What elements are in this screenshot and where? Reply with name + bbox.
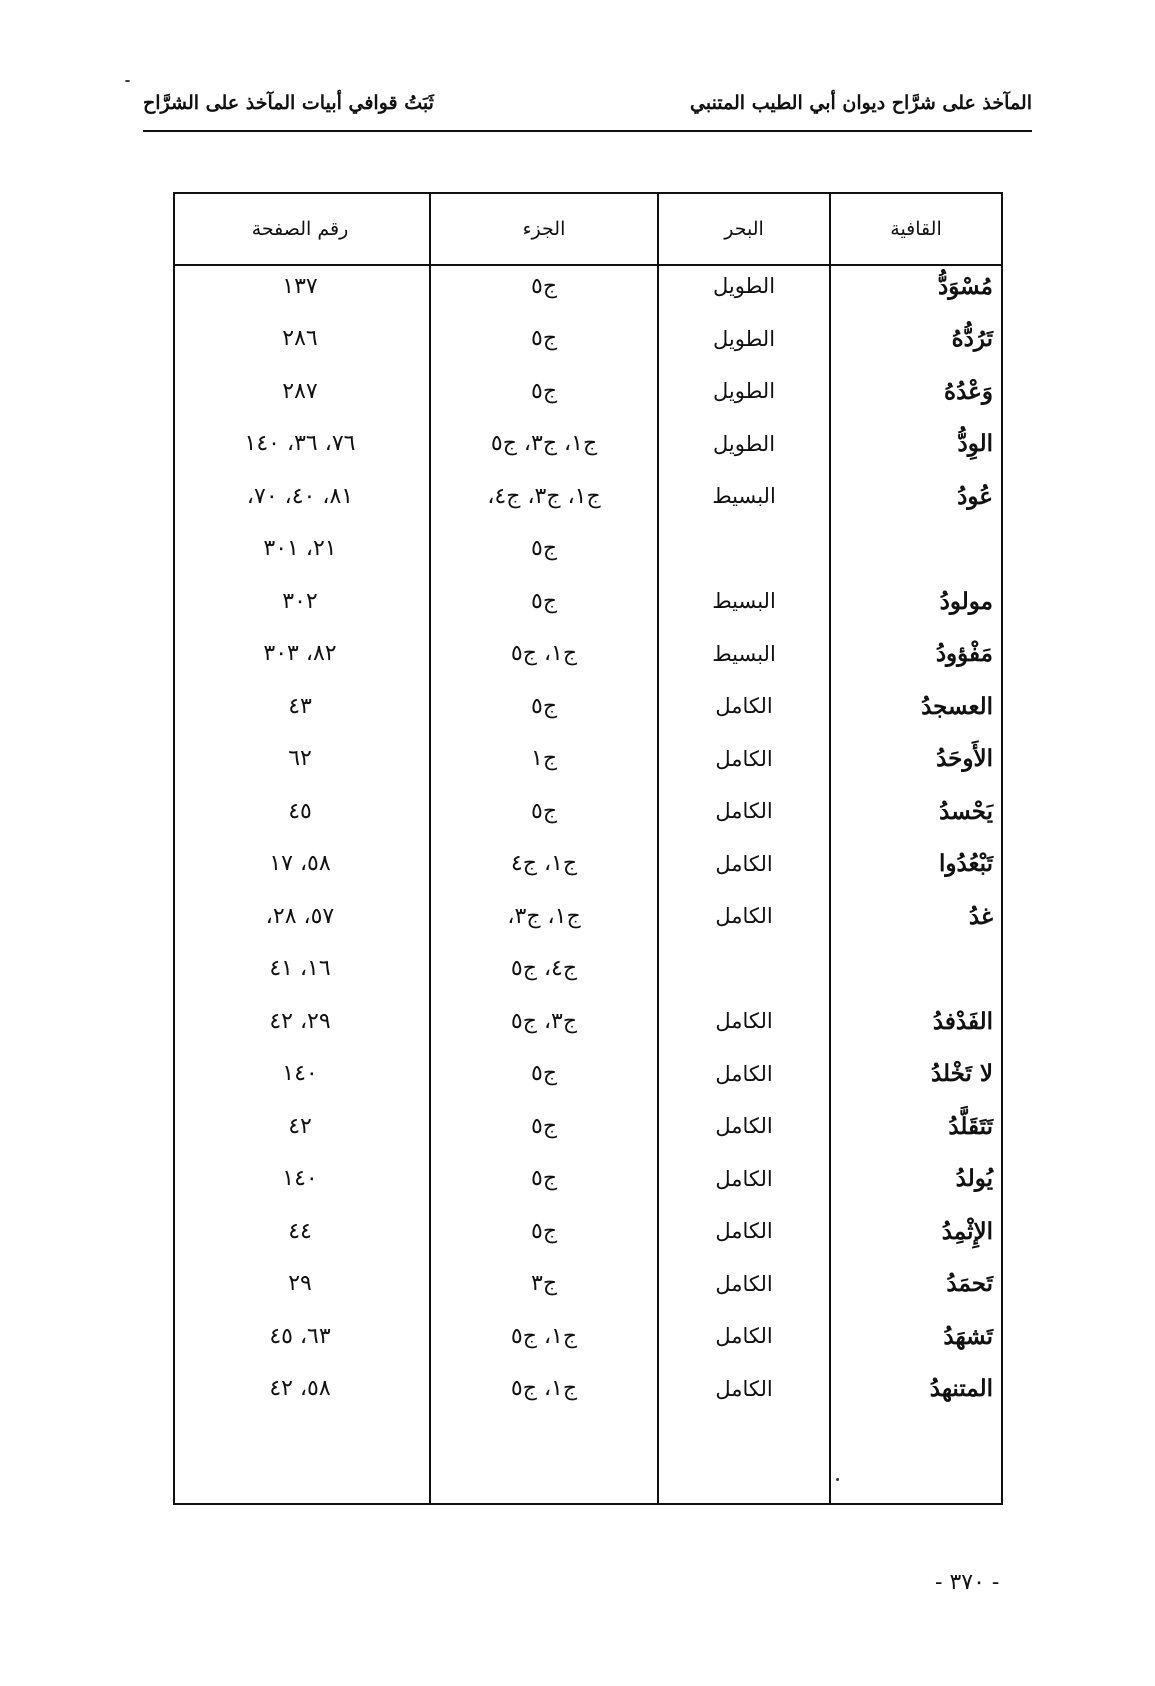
rhyme-cell: تَحمَدُ (946, 1270, 993, 1298)
meter-cell (659, 943, 829, 996)
page-cell: ٨٢، ٣٠٣ (263, 641, 337, 667)
rhyme-cell: يَحْسدُ (939, 797, 993, 825)
part-cell: ج٥ (530, 693, 558, 719)
part-cell: ج٣ (530, 1271, 558, 1297)
page-cell: ١٤٠ (282, 1166, 318, 1192)
part-cell: ج١، ج٥ (510, 1323, 578, 1349)
column-header-page: رقم الصفحة (251, 218, 349, 240)
table-row (175, 1310, 1001, 1363)
meter-cell: الكامل (715, 746, 773, 771)
part-cell: ج١، ج٣، ج٥ (490, 431, 598, 457)
page-cell: ١٦، ٤١ (269, 956, 331, 982)
rhyme-cell: الإِثْمِدُ (941, 1217, 993, 1245)
table-row (175, 890, 1001, 943)
rhyme-table (173, 192, 1003, 1505)
part-cell: ج٥ (530, 273, 558, 299)
table-row (175, 418, 1001, 471)
page-cell: ٤٢ (288, 1113, 312, 1139)
rhyme-cell (831, 523, 1001, 576)
meter-cell (659, 523, 829, 576)
page-cell: ٧٦، ٣٦، ١٤٠ (244, 431, 356, 457)
meter-cell: الكامل (715, 1166, 773, 1191)
rhyme-cell: الوِدُّ (957, 430, 993, 458)
meter-cell: الطويل (712, 326, 776, 351)
part-cell: ج٤، ج٥ (510, 956, 578, 982)
page-cell: ٢٩، ٤٢ (269, 1008, 331, 1034)
meter-cell: الكامل (715, 799, 773, 824)
table-row (175, 260, 1001, 313)
rhyme-cell: تَتَقَلَّدُ (948, 1112, 993, 1140)
table-row (175, 733, 1001, 786)
rhyme-cell: الأَوحَدُ (936, 745, 993, 773)
page-header (143, 86, 1032, 132)
part-cell: ج١، ج٤ (510, 851, 578, 877)
meter-cell: الكامل (715, 1114, 773, 1139)
table-row (175, 680, 1001, 733)
page-cell: ١٣٧ (282, 273, 318, 299)
meter-cell: الطويل (712, 274, 776, 299)
page-cell: ٤٥ (288, 798, 312, 824)
part-cell: ج٥ (530, 798, 558, 824)
page-cell: ٢٨٦ (282, 326, 318, 352)
meter-cell: الكامل (715, 1271, 773, 1296)
part-cell: ج١ (530, 746, 558, 772)
rhyme-cell: مولودُ (939, 587, 993, 615)
table-row (175, 575, 1001, 628)
column-header-part: الجزء (522, 218, 566, 240)
meter-cell: البسيط (712, 484, 776, 509)
meter-cell: الكامل (715, 904, 773, 929)
column-header-rhyme: القافية (890, 218, 942, 240)
part-cell: ج٥ (530, 378, 558, 404)
table-row (175, 943, 1001, 996)
part-cell: ج١، ج٣، (507, 903, 581, 929)
table-row (175, 1153, 1001, 1206)
table-row (175, 995, 1001, 1048)
table-row (175, 1205, 1001, 1258)
rhyme-cell: تَرُدُّهُ (951, 325, 993, 353)
table-row (175, 365, 1001, 418)
part-cell: ج١، ج٥ (510, 1376, 578, 1402)
meter-cell: الكامل (715, 851, 773, 876)
rhyme-cell: غدُ (968, 902, 993, 930)
part-cell: ج٥ (530, 588, 558, 614)
meter-cell: الطويل (712, 379, 776, 404)
part-cell: ج١، ج٥ (510, 641, 578, 667)
meter-cell: البسيط (712, 641, 776, 666)
part-cell: ج٥ (530, 536, 558, 562)
page-cell: ٦٣، ٤٥ (269, 1323, 331, 1349)
speck (836, 1478, 839, 1481)
table-row (175, 785, 1001, 838)
page-cell: ٢٨٧ (282, 378, 318, 404)
meter-cell: الكامل (715, 1009, 773, 1034)
part-cell: ج١، ج٣، ج٤، (487, 483, 601, 509)
part-cell: ج٥ (530, 1113, 558, 1139)
rhyme-cell: تَشهَدُ (943, 1322, 993, 1350)
rhyme-cell: مَفْؤودُ (935, 640, 993, 668)
rhyme-cell (831, 943, 1001, 996)
table-row (175, 1048, 1001, 1101)
page-cell: ٥٧، ٢٨، (265, 903, 335, 929)
speck (125, 80, 130, 82)
table-row (175, 313, 1001, 366)
page-cell: ٣٠٢ (282, 588, 318, 614)
meter-cell: الكامل (715, 1219, 773, 1244)
meter-cell: الكامل (715, 694, 773, 719)
rhyme-cell: الفَدْفدُ (932, 1007, 993, 1035)
table-row (175, 523, 1001, 576)
page-cell: ٨١، ٤٠، ٧٠، (246, 483, 354, 509)
meter-cell: الكامل (715, 1376, 773, 1401)
page-cell: ١٤٠ (282, 1061, 318, 1087)
part-cell: ج٥ (530, 1061, 558, 1087)
table-row (175, 1100, 1001, 1153)
part-cell: ج٥ (530, 326, 558, 352)
rhyme-cell: يُولدُ (955, 1165, 993, 1193)
page-number: - ٣٧٠ - (935, 1570, 1000, 1595)
part-cell: ج٣، ج٥ (510, 1008, 578, 1034)
meter-cell: الكامل (715, 1061, 773, 1086)
rhyme-cell: العسجدُ (921, 692, 993, 720)
page-cell: ٥٨، ٤٢ (269, 1376, 331, 1402)
rhyme-cell: لا تَخْلدُ (930, 1060, 993, 1088)
book-title: المآخذ على شرَّاح ديوان أبي الطيب المتنبي (690, 92, 1032, 114)
rhyme-cell: مُسْوَدُّ (938, 272, 993, 300)
meter-cell: الكامل (715, 1324, 773, 1349)
page-cell: ٢٩ (288, 1271, 312, 1297)
page-cell: ٤٤ (288, 1218, 312, 1244)
table-row (175, 1363, 1001, 1416)
rhyme-cell: المتنهدُ (929, 1375, 993, 1403)
meter-cell: الطويل (712, 431, 776, 456)
page-cell: ٥٨، ١٧ (269, 851, 331, 877)
page-cell: ٤٣ (288, 693, 312, 719)
table-row (175, 838, 1001, 891)
rhyme-cell: وَعْدُهُ (944, 377, 993, 405)
meter-cell: البسيط (712, 589, 776, 614)
rhyme-cell: تَبْعُدُوا (938, 850, 993, 878)
table-row (175, 628, 1001, 681)
section-title: ثَبَتُ قوافي أبيات المآخذ على الشرَّاح (143, 92, 434, 114)
page-cell: ٦٢ (288, 746, 312, 772)
table-row (175, 1258, 1001, 1311)
rhyme-cell: عُودُ (957, 482, 993, 510)
column-header-meter: البحر (724, 218, 764, 240)
page-cell: ٢١، ٣٠١ (263, 536, 337, 562)
part-cell: ج٥ (530, 1166, 558, 1192)
table-row (175, 470, 1001, 523)
part-cell: ج٥ (530, 1218, 558, 1244)
